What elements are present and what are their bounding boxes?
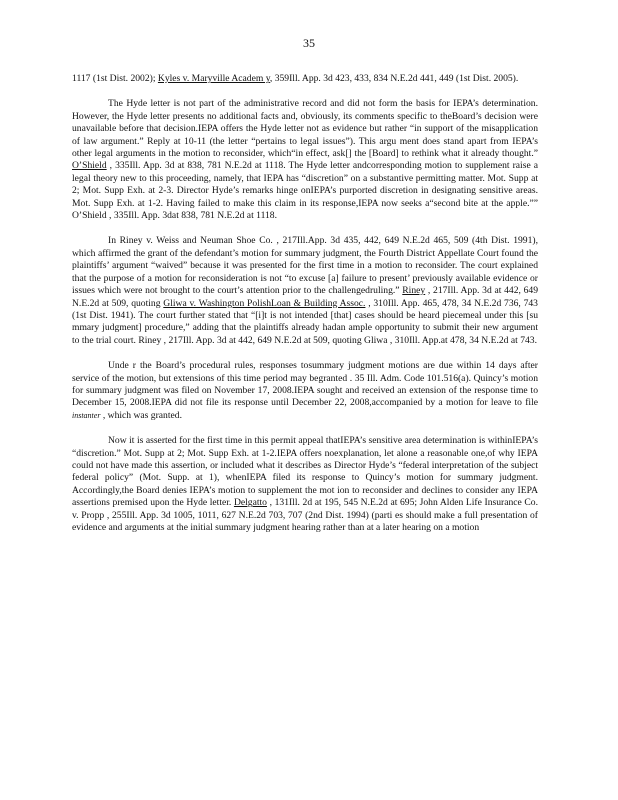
text-run: , 335Ill. App. 3d at 838, 781 N.E.2d at 1118. The Hyde letter andcorresponding motion to supplement raise a legal theory new to this proceeding, namely, that IEPA has “discretion” on a substantive permitting matter. Mot. Supp at 2; Mot. Supp Exh. at 2-3. Director Hyde’s remarks hinge onIEPA’s purported discretion in designating sensitive areas. Mot. Supp Exh. at 1-2. Having failed to make this claim in its response,IEPA now seeks a“second bite at the apple.”” O’Shield , 335Ill. App. 3dat 838, 781 N.E.2d at 1118. bbox=[72, 160, 538, 222]
paragraph-citation-continuation bbox=[72, 73, 538, 85]
text-run: , which was granted. bbox=[100, 409, 182, 421]
paragraph-hyde-letter bbox=[72, 98, 538, 222]
text-run: , 217Ill. App. 3d at 442, 649 N.E.2d at 509, quoting bbox=[72, 285, 539, 309]
case-citation: Delgatto bbox=[233, 497, 267, 509]
case-citation: Riney bbox=[402, 285, 426, 297]
paragraph-procedural-rules bbox=[72, 360, 538, 422]
text-run: In Riney v. Weiss and Neuman Shoe Co. , 217Ill.App. 3d 435, 442, 649 N.E.2d 465, 509 (4th Dist. 1991), which affirmed the grant of the defendant’s motion for summary judgment, the Fourth District Appellate Court found the plaintiffs’ argument “waived” because it was presented for the first time in a motion to reconsider. The court explained that the purpose of a motion for reconsideration is not “to excuse [a] failure to present’ previously available evidence or issues which were not brought to the court’s attention prior to the challengedruling.” bbox=[72, 235, 538, 297]
paragraph-riney bbox=[72, 235, 538, 347]
page-number: 35 bbox=[303, 36, 315, 50]
case-citation: O’Shield bbox=[72, 160, 107, 172]
body-text bbox=[72, 73, 538, 547]
italic-term: instanter bbox=[72, 410, 101, 420]
text-run: Unde r the Board’s procedural rules, responses tosummary judgment motions are due within 14 days after service of the motion, but extensions of this time period may begranted . 35 Ill. Adm. Code 101.516(a). Quincy’s motion for summary judgment was filed on November 17, 2008.IEPA sought and received an extension of the response time to December 15, 2008.IEPA did not file its response until December 22, 2008,accompanied by a motion for leave to file bbox=[72, 360, 538, 409]
text-run: The Hyde letter is not part of the administrative record and did not form the basis for IEPA’s determination. However, the Hyde letter presents no additional facts and, obviously, its comments specific to theBoard’s decision were unavailable before that decision.IEPA offers the Hyde letter not as evidence but rather “in support of the misapplication of law argument.” Reply at 10-11 (the letter “pertains to legal issues”). This argu ment does stand apart from IEPA’s other legal arguments in the motion to reconsider, which“in effect, ask[] the [Board] to rethink what it already thought.” bbox=[72, 98, 538, 160]
text-run: , 359Ill. App. 3d 423, 433, 834 N.E.2d 441, 449 (1st Dist. 2005). bbox=[269, 73, 519, 84]
text-run: , 131Ill. 2d at 195, 545 N.E.2d at 695; John Alden Life Insurance Co. v. Propp , 255Ill. App. 3d 1005, 1011, 627 N.E.2d 703, 707 (2nd Dist. 1994) (parti es should make a full presentation of evidence and arguments at the initial summary judgment hearing rather than at a later hearing on a motion bbox=[72, 497, 538, 533]
case-citation: Kyles v. Maryville Academ y bbox=[157, 73, 270, 84]
text-run: 1117 (1st Dist. 2002); bbox=[72, 73, 158, 84]
text-run: , 310Ill. App. 465, 478, 34 N.E.2d 736, 743 (1st Dist. 1941). The court further stated that “[i]t is not intended [that] cases should be heard piecemeal under this [su mmary judgment] procedure,” adding that the plaintiffs already hadan ample opportunity to submit their new argument to the trial court. Riney , 217Ill. App. 3d at 442, 649 N.E.2d at 509, quoting Gliwa , 310Ill. App.at 478, 34 N.E.2d at 743. bbox=[72, 297, 538, 346]
case-citation: Gliwa v. Washington PolishLoan & Building Assoc. bbox=[163, 297, 366, 309]
paragraph-discretion bbox=[72, 435, 538, 534]
text-run: Now it is asserted for the first time in this permit appeal thatIEPA’s sensitive area determination is withinIEPA’s “discretion.” Mot. Supp at 2; Mot. Supp Exh. at 1-2.IEPA offers noexplanation, let alone a reasonable one,of why IEPA could not have made this assertion, or included what it describes as Director Hyde’s “federal interpretation of the subject federal policy” (Mot. Supp. at 1), whenIEPA filed its response to Quincy’s motion for summary judgment. Accordingly,the Board denies IEPA’s motion to supplement the mot ion to reconsider and declines to consider any IEPA assertions premised upon the Hyde letter. bbox=[72, 435, 538, 509]
